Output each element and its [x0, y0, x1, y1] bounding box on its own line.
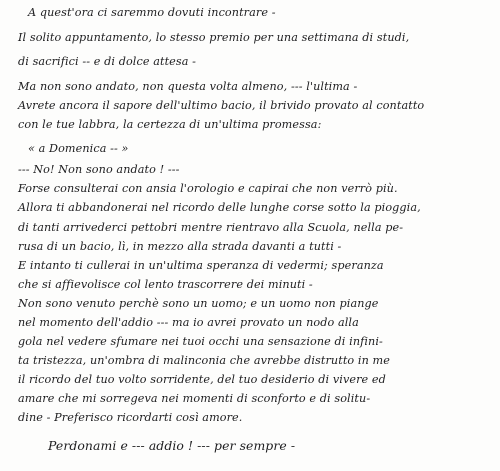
letter-line: di tanti arrivederci pettobri mentre rientravo alla Scuola, nella pe- — [18, 221, 404, 234]
letter-line: ta tristezza, un'ombra di malinconia che avrebbe distrutto in me — [18, 354, 390, 367]
letter-line: Allora ti abbandonerai nel ricordo delle lunghe corse sotto la pioggia, — [18, 201, 421, 214]
letter-line: con le tue labbra, la certezza di un'ultima promessa: — [18, 118, 322, 131]
letter-line: gola nel vedere sfumare nei tuoi occhi una sensazione di infini- — [18, 335, 383, 348]
letter-line: rusa di un bacio, lì, in mezzo alla strada davanti a tutti - — [18, 240, 342, 253]
letter-line: « a Domenica -- » — [28, 142, 129, 155]
letter-line: Ma non sono andato, non questa volta almeno, --- l'ultima - — [18, 80, 358, 93]
letter-line: E intanto ti cullerai in un'ultima speranza di vedermi; speranza — [18, 259, 384, 272]
letter-line: Non sono venuto perchè sono un uomo; e un uomo non piange — [18, 297, 379, 310]
letter-line: il ricordo del tuo volto sorridente, del tuo desiderio di vivere ed — [18, 373, 386, 386]
letter-line: Avrete ancora il sapore dell'ultimo bacio, il brivido provato al contatto — [18, 99, 425, 112]
letter-line: nel momento dell'addio --- ma io avrei provato un nodo alla — [18, 316, 359, 329]
letter-line: Il solito appuntamento, lo stesso premio per una settimana di studi, — [18, 31, 410, 44]
letter-line: Forse consulterai con ansia l'orologio e capirai che non verrò più. — [18, 182, 398, 195]
letter-closing: Perdonami e --- addio ! --- per sempre - — [48, 438, 296, 453]
letter-line: di sacrifici -- e di dolce attesa - — [18, 55, 197, 68]
letter-line: --- No! Non sono andato ! --- — [18, 163, 180, 176]
letter-line: A quest'ora ci saremmo dovuti incontrare - — [28, 6, 276, 19]
letter-line: amare che mi sorregeva nei momenti di sconforto e di solitu- — [18, 392, 371, 405]
letter-line: dine - Preferisco ricordarti così amore. — [18, 411, 243, 424]
letter-line: che si affievolisce col lento trascorrere dei minuti - — [18, 278, 313, 291]
